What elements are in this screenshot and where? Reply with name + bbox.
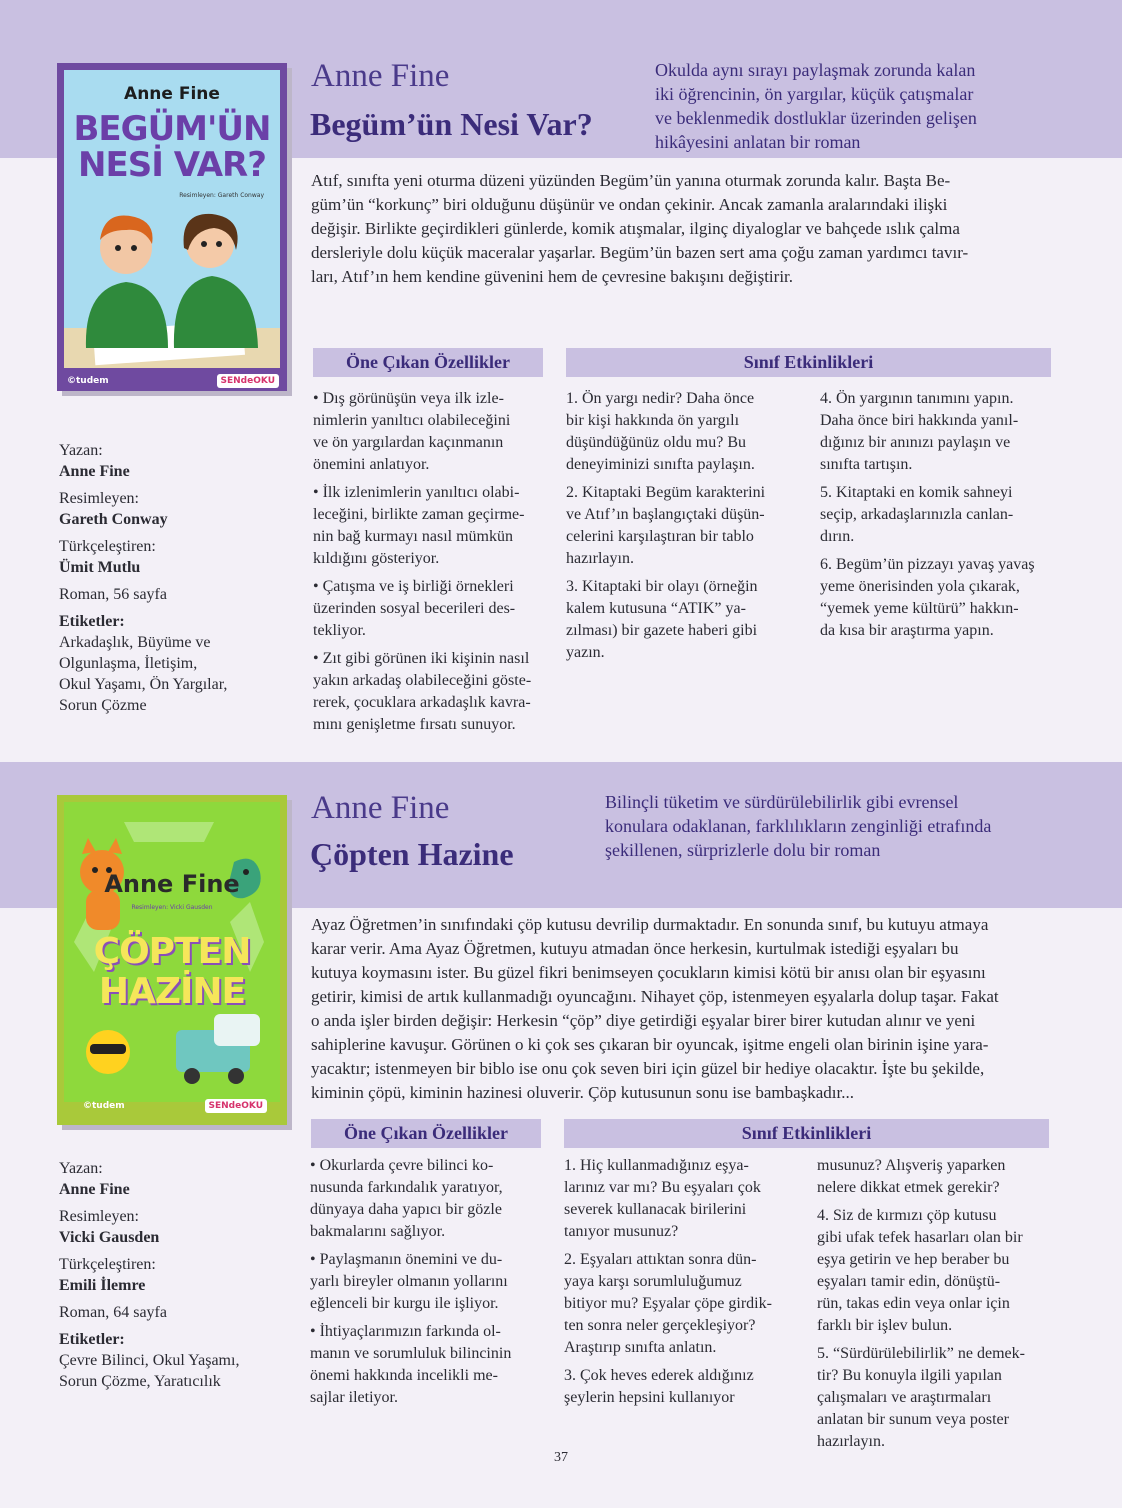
activity-item: 3. Kitaptaki bir olayı (örneğin kalem kutusuna “ATIK” ya- zılması) bir gazete haberi gibi yazın. <box>566 578 758 661</box>
activity-item: 2. Kitaptaki Begüm karakterini ve Atıf’ın başlangıçtaki düşün- celerini karşılaştıran bir tablo hazırlayın. <box>566 484 766 567</box>
book1-activities-header: Sınıf Etkinlikleri <box>566 348 1051 377</box>
author-value: Anne Fine <box>59 1181 130 1198</box>
book1-description <box>311 169 1051 289</box>
book-cover-copten-hazine <box>57 795 287 1125</box>
book1-features-list <box>313 388 553 742</box>
activity-item: 4. Ön yargının tanımını yapın. Daha önce biri hakkında yanıl- dığınız bir anınızı paylaşın ve sınıfta tartışın. <box>820 390 1019 473</box>
book1-activities-col1 <box>566 388 801 670</box>
description-line: Atıf, sınıfta yeni oturma düzeni yüzünden Begüm’ün yanına oturmak zorunda kalır. Başta Be- <box>311 171 951 190</box>
book2-features-list <box>310 1155 550 1415</box>
author-label: Yazan: <box>59 1160 103 1177</box>
book2-activities-header: Sınıf Etkinlikleri <box>564 1119 1049 1148</box>
tags-line: Çevre Bilinci, Okul Yaşamı, <box>59 1352 240 1369</box>
feature-item: • Paylaşmanın önemini ve du- yarlı bireyler olmanın yollarını eğlenceli bir kurgu ile işliyor. <box>310 1251 508 1312</box>
tagline-line: iki öğrencinin, ön yargılar, küçük çatışmalar <box>655 84 974 104</box>
format-value: Roman, 56 sayfa <box>59 586 167 603</box>
feature-item: • Dış görünüşün veya ilk izle- nimlerin yanıltıcı olabileceğini ve ön yargılardan kaçınmanın önemini anlatıyor. <box>313 390 511 473</box>
activity-item: 1. Hiç kullanmadığınız eşya- larınız var mı? Bu eşyaları çok severek kullanacak birilerini tanıyor musunuz? <box>564 1157 761 1240</box>
illustrator-value: Vicki Gausden <box>59 1229 160 1246</box>
tags-line: Olgunlaşma, İletişim, <box>59 655 198 672</box>
illustrator-label: Resimleyen: <box>59 1208 139 1225</box>
tagline-line: şekillenen, sürprizlerle dolu bir roman <box>605 840 881 860</box>
book2-features-header: Öne Çıkan Özellikler <box>311 1119 541 1148</box>
activity-item: 1. Ön yargı nedir? Daha önce bir kişi hakkında ön yargılı düşündüğünüz oldu mu? Bu deneyiminizi sınıfta paylaşın. <box>566 390 755 473</box>
feature-item: • Çatışma ve iş birliği örnekleri üzerinden sosyal becerileri des- tekliyor. <box>313 578 516 639</box>
translator-value: Ümit Mutlu <box>59 559 141 576</box>
cover-author: Anne Fine <box>104 870 240 898</box>
cover-series-badge: SENdeOKU <box>217 374 279 388</box>
tagline-line: Bilinçli tüketim ve sürdürülebilirlik gibi evrensel <box>605 792 959 812</box>
cover-publisher-brand: ©tudem <box>83 1101 125 1111</box>
book1-metadata <box>59 440 227 716</box>
tags-label: Etiketler: <box>59 613 125 630</box>
book2-description <box>311 913 1071 1105</box>
activity-item: 4. Siz de kırmızı çöp kutusu gibi ufak tefek hasarları olan bir eşya getirin ve hep beraber bu eşyaları tamir edin, dönüştü- rün, takas edin veya onlar için farklı bir işlev bulun. <box>817 1207 1023 1334</box>
book-cover-begumun-nesi-var <box>57 63 287 391</box>
book1-tagline <box>655 58 977 154</box>
tags-line: Sorun Çözme <box>59 697 147 714</box>
activity-item: 6. Begüm’ün pizzayı yavaş yavaş yeme önerisinden yola çıkarak, “yemek yeme kültürü” hakkın- da kısa bir araştırma yapın. <box>820 556 1035 639</box>
tagline-line: ve beklenmedik dostluklar üzerinden gelişen <box>655 108 977 128</box>
author-value: Anne Fine <box>59 463 130 480</box>
tags-line: Okul Yaşamı, Ön Yargılar, <box>59 676 228 693</box>
activity-item: musunuz? Alışveriş yaparken nelere dikkat etmek gerekir? <box>817 1157 1006 1196</box>
cover-title-line1: ÇÖPTEN <box>93 931 251 972</box>
book2-activities-col2 <box>817 1155 1057 1459</box>
cover-series-badge: SENdeOKU <box>205 1099 267 1113</box>
activity-item: 3. Çok heves ederek aldığınız şeylerin hepsini kullanıyor <box>564 1367 754 1406</box>
description-line: sahiplerine kavuşur. Görünen o ki çok ses çıkaran bir oyuncak, işitme engeli olan birinin işine yara- <box>311 1035 989 1054</box>
tags-line: Sorun Çözme, Yaratıcılık <box>59 1373 221 1390</box>
translator-label: Türkçeleştiren: <box>59 1256 156 1273</box>
description-line: karar verir. Ama Ayaz Öğretmen, kutuyu atmadan önce herkesin, kurtulmak istediği eşyaları bu <box>311 939 959 958</box>
author-label: Yazan: <box>59 442 103 459</box>
book2-activities-col1 <box>564 1155 804 1415</box>
feature-item: • İhtiyaçlarımızın farkında ol- manın ve sorumluluk bilincinin önemi hakkında incelikli me- sajlar iletiyor. <box>310 1323 512 1406</box>
tagline-line: konulara odaklanan, farklılıkların zenginliği etrafında <box>605 816 992 836</box>
cover-publisher-brand: ©tudem <box>67 376 109 386</box>
feature-item: • İlk izlenimlerin yanıltıcı olabi- leceğini, birlikte zaman geçirme- nin bağ kurmayı nasıl mümkün kıldığını gösteriyor. <box>313 484 525 567</box>
book1-author-heading: Anne Fine <box>311 58 450 94</box>
book1-features-header: Öne Çıkan Özellikler <box>313 348 543 377</box>
format-value: Roman, 64 sayfa <box>59 1304 167 1321</box>
book1-activities-col2 <box>820 388 1055 648</box>
feature-item: • Zıt gibi görünen iki kişinin nasıl yakın arkadaş olabileceğini göste- rerek, çocuklara arkadaşlık kavra- mını genişletme fırsatı sunuyor. <box>313 650 532 733</box>
cover-illustrator-credit: Resimleyen: Gareth Conway <box>179 192 264 199</box>
page-number: 37 <box>554 1450 568 1465</box>
book2-title-heading: Çöpten Hazine <box>310 836 514 872</box>
feature-item: • Okurlarda çevre bilinci ko- nusunda farkındalık yaratıyor, dünyaya daha yapıcı bir gözle bakmalarını sağlıyor. <box>310 1157 503 1240</box>
tags-label: Etiketler: <box>59 1331 125 1348</box>
activity-item: 5. Kitaptaki en komik sahneyi seçip, arkadaşlarınızla canlan- dırın. <box>820 484 1014 545</box>
description-line: Ayaz Öğretmen’in sınıfındaki çöp kutusu devrilip durmaktadır. En sonunda sınıf, bu kutuyu atmaya <box>311 915 989 934</box>
translator-value: Emili İlemre <box>59 1277 146 1294</box>
description-line: yacaktır; istenmeyen bir biblo ise onu çok seven biri için güzel bir hediye olacaktır. İşte bu şekilde, <box>311 1059 985 1078</box>
description-line: ları, Atıf’ın hem kendine güvenini hem de çevresine bakışını değiştirir. <box>311 267 794 286</box>
cover-title-line2: NESİ VAR? <box>78 145 266 185</box>
book2-metadata <box>59 1158 239 1392</box>
activity-item: 2. Eşyaları attıktan sonra dün- yaya karşı sorumluluğumuz bitiyor mu? Eşyalar çöpe girdik- ten sonra neler gerçekleşiyor? Araştırıp sınıfta anlatın. <box>564 1251 772 1356</box>
tagline-line: hikâyesini anlatan bir roman <box>655 132 861 152</box>
description-line: kiminin çöpü, kiminin hazinesi oluverir. Çöp kutusunun sonu ise bambaşkadır... <box>311 1083 855 1102</box>
illustrator-value: Gareth Conway <box>59 511 168 528</box>
description-line: kutuya koymasını ister. Bu güzel fikri benimseyen çocukların kimisi kötü bir anısı olan bir eşyasını <box>311 963 986 982</box>
cover-illustrator-credit: Resimleyen: Vicki Gausden <box>131 904 213 911</box>
book2-author-heading: Anne Fine <box>311 790 450 826</box>
description-line: güm’ün “korkunç” biri olduğunu düşünür ve ondan çekinir. Ancak zamanla aralarındaki ilişki <box>311 195 948 214</box>
description-line: dersleriyle dolu küçük maceralar yaşarlar. Begüm’ün bazen sert ama çoğu zaman yardımcı tavır- <box>311 243 969 262</box>
description-line: getirir, kimisi de artık kullanmadığı oyuncağını. Nihayet çöp, istenmeyen eşyalarla dolup taşar. Fakat <box>311 987 999 1006</box>
tagline-line: Okulda aynı sırayı paylaşmak zorunda kalan <box>655 60 976 80</box>
description-line: o anda işler birden değişir: Herkesin “çöp” diye getirdiği eşyalar birer birer kutudan alınır ve yeni <box>311 1011 976 1030</box>
book1-title-heading: Begüm’ün Nesi Var? <box>310 106 593 142</box>
description-line: değişir. Birlikte geçirdikleri günlerde, komik atışmalar, ilginç diyaloglar ve bahçede ıslık çalma <box>311 219 960 238</box>
cover-title-line1: BEGÜM'ÜN <box>73 109 271 149</box>
tags-line: Arkadaşlık, Büyüme ve <box>59 634 211 651</box>
illustrator-label: Resimleyen: <box>59 490 139 507</box>
cover-title-line2: HAZİNE <box>98 971 246 1012</box>
cover-author: Anne Fine <box>124 84 220 104</box>
activity-item: 5. “Sürdürülebilirlik” ne demek- tir? Bu konuyla ilgili yapılan çalışmaları ve araştırmaları anlatan bir sunum veya poster hazırlayın. <box>817 1345 1025 1450</box>
translator-label: Türkçeleştiren: <box>59 538 156 555</box>
cover-illustration-two-kids <box>64 178 280 368</box>
book2-tagline <box>605 790 991 862</box>
